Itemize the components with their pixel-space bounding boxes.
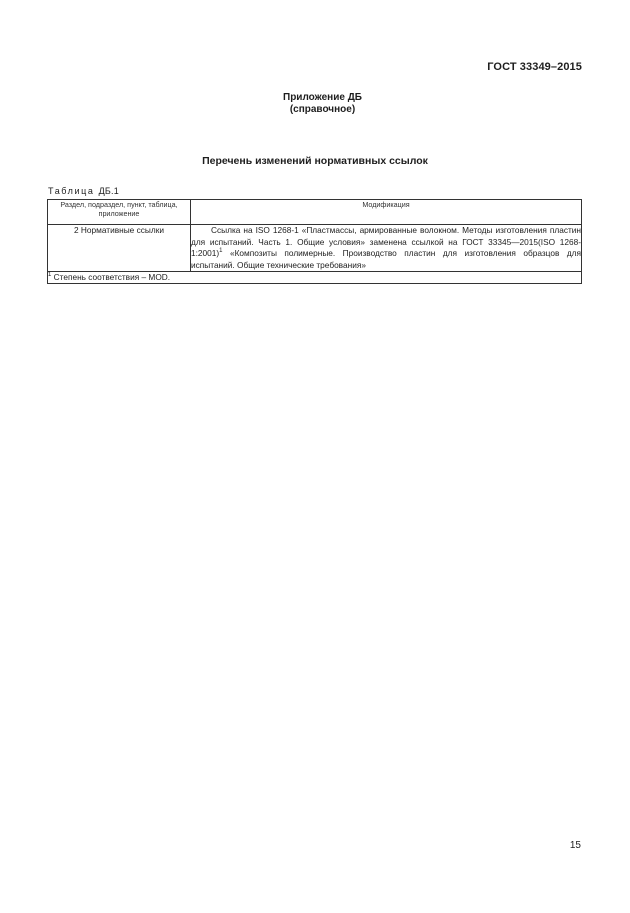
modification-text-part1: Ссылка на ISO 1268-1 «Пластмассы, армированные волокном. Методы изготовления пластин для испытаний. Часть 1. Общие условия» заменена ссылкой на ГОСТ 33345—2015(ISO 1268-1:2001) bbox=[191, 225, 581, 258]
footnote-reference: 1 bbox=[219, 248, 223, 254]
appendix-subtitle: (справочное) bbox=[289, 104, 356, 115]
appendix-heading bbox=[0, 92, 630, 116]
table-footnote-row bbox=[48, 272, 582, 284]
section-title: Перечень изменений нормативных ссылок bbox=[202, 155, 428, 167]
cell-section: 2 Нормативные ссылки bbox=[48, 225, 191, 272]
table-caption bbox=[48, 186, 119, 196]
column-header-modification: Модификация bbox=[191, 200, 582, 225]
table-caption-label: Таблица bbox=[48, 186, 95, 196]
table-footnote bbox=[48, 272, 582, 284]
table-header-row bbox=[48, 200, 582, 225]
document-code: ГОСТ 33349–2015 bbox=[487, 61, 582, 73]
table-caption-number: ДБ.1 bbox=[98, 186, 119, 196]
modification-text-part2: «Композиты полимерные. Производство пластин для изготовления образцов для испытаний. Общие технические требования» bbox=[191, 248, 581, 270]
table-row bbox=[48, 225, 582, 272]
footnote-mark: 1 bbox=[48, 272, 52, 278]
appendix-title: Приложение ДБ bbox=[283, 92, 362, 103]
column-header-section: Раздел, подраздел, пункт, таблица, приложение bbox=[48, 200, 191, 225]
modifications-table bbox=[47, 199, 582, 284]
footnote-text: Степень соответствия – MOD. bbox=[51, 272, 171, 282]
cell-modification bbox=[191, 225, 582, 272]
page-number: 15 bbox=[569, 840, 581, 851]
